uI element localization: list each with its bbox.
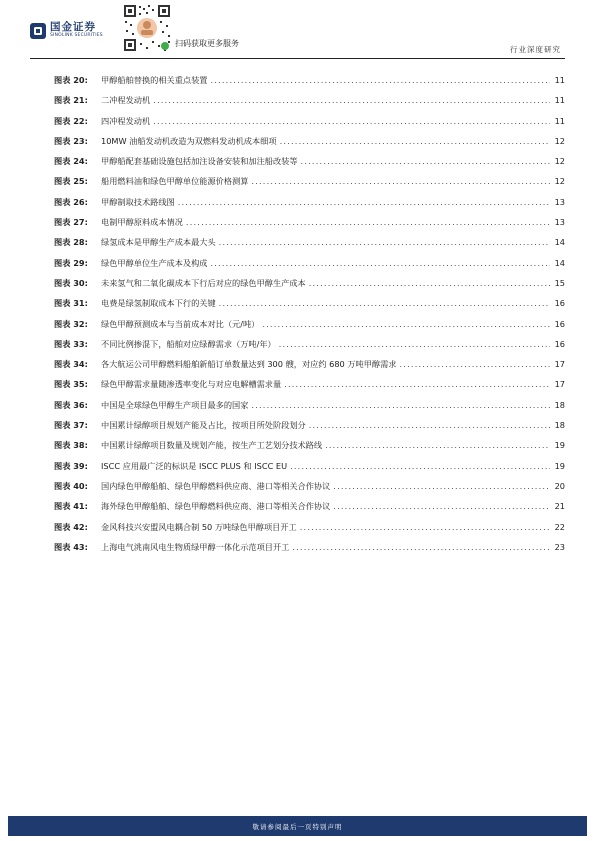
dot-leader	[284, 379, 550, 389]
page-number: 18	[554, 399, 565, 410]
dot-leader	[325, 440, 550, 450]
toc-entry[interactable]	[54, 319, 565, 339]
page-number: 21	[554, 501, 565, 512]
toc-entry[interactable]	[54, 298, 565, 318]
figure-number: 图表 20:	[54, 75, 88, 85]
page-number: 13	[554, 217, 565, 228]
page-number: 23	[554, 541, 565, 552]
report-category: 行业深度研究	[510, 45, 561, 54]
figure-number: 图表 33:	[54, 338, 88, 349]
page-number: 14	[554, 237, 565, 248]
page-number: 12	[554, 135, 565, 146]
dot-leader	[262, 319, 550, 329]
figure-number: 图表 41:	[54, 501, 88, 512]
figure-title: 甲醇船配套基础设施包括加注设备安装和加注船改装等	[101, 156, 298, 167]
figure-title: 二冲程发动机	[101, 95, 151, 106]
figure-number: 图表 24:	[54, 156, 88, 167]
toc-entry[interactable]	[54, 278, 565, 298]
page-number: 22	[554, 521, 565, 532]
figure-number: 图表 42:	[54, 521, 88, 532]
toc-entry[interactable]	[54, 501, 565, 521]
dot-leader	[279, 339, 550, 349]
figure-number: 图表 22:	[54, 115, 88, 126]
dot-leader	[153, 116, 550, 126]
page-number: 16	[554, 318, 565, 329]
figure-title: 电制甲醇原料成本情况	[101, 217, 183, 228]
toc-entry[interactable]	[54, 379, 565, 399]
toc-entry[interactable]	[54, 237, 565, 257]
figure-title: 甲醇制取技术路线图	[101, 196, 175, 207]
figure-title: 四冲程发动机	[101, 115, 151, 126]
toc-entry[interactable]	[54, 461, 565, 481]
toc-entry[interactable]	[54, 522, 565, 542]
figure-number: 图表 43:	[54, 541, 88, 552]
figure-number: 图表 26:	[54, 196, 88, 207]
toc-entry[interactable]	[54, 197, 565, 217]
page-number: 16	[554, 338, 565, 349]
figure-number: 图表 38:	[54, 440, 88, 451]
figure-number: 图表 36:	[54, 399, 88, 410]
page-number: 19	[554, 440, 565, 451]
dot-leader	[292, 542, 550, 552]
figure-title: 未来氢气和二氧化碳成本下行后对应的绿色甲醇生产成本	[101, 277, 306, 288]
page-number: 19	[554, 460, 565, 471]
figure-list	[54, 75, 565, 562]
page-number: 12	[554, 156, 565, 167]
figure-number: 图表 30:	[54, 277, 88, 288]
dot-leader	[301, 156, 550, 166]
dot-leader	[178, 197, 550, 207]
figure-number: 图表 31:	[54, 298, 88, 309]
brand-logo	[30, 22, 103, 39]
figure-number: 图表 39:	[54, 460, 88, 471]
scan-for-more-services: 扫码获取更多服务	[175, 39, 239, 48]
figure-title: 甲醇船舶替换的相关重点装置	[101, 75, 208, 85]
figure-number: 图表 23:	[54, 135, 88, 146]
figure-title: 绿色甲醇单位生产成本及构成	[101, 257, 208, 268]
toc-entry[interactable]	[54, 95, 565, 115]
dot-leader	[153, 95, 550, 105]
qr-code-icon	[122, 3, 172, 53]
header-divider	[30, 58, 565, 59]
dot-leader	[219, 298, 550, 308]
figure-number: 图表 37:	[54, 420, 88, 431]
figure-title: 中国累计绿醇项目数量及规划产能，按生产工艺划分技术路线	[101, 440, 323, 451]
disclaimer-notice: 敬请参阅最后一页特别声明	[252, 823, 343, 831]
dot-leader	[333, 501, 550, 511]
figure-title: 中国是全球绿色甲醇生产项目最多的国家	[101, 399, 249, 410]
page-number: 20	[554, 480, 565, 491]
figure-number: 图表 28:	[54, 237, 88, 248]
brand-name-cn: 国金证券	[50, 21, 96, 33]
figure-number: 图表 40:	[54, 480, 88, 491]
toc-entry[interactable]	[54, 339, 565, 359]
toc-entry[interactable]	[54, 136, 565, 156]
toc-entry[interactable]	[54, 116, 565, 136]
toc-entry[interactable]	[54, 359, 565, 379]
footer-bar	[8, 816, 587, 836]
figure-number: 图表 29:	[54, 257, 88, 268]
figure-title: 绿色甲醇需求量随渗透率变化与对应电解槽需求量	[101, 379, 282, 390]
figure-number: 图表 34:	[54, 359, 88, 370]
figure-number: 图表 32:	[54, 318, 88, 329]
toc-entry[interactable]	[54, 176, 565, 196]
dot-leader	[309, 278, 550, 288]
dot-leader	[280, 136, 550, 146]
toc-entry[interactable]	[54, 75, 565, 95]
page-number: 13	[554, 196, 565, 207]
figure-number: 图表 27:	[54, 217, 88, 228]
toc-entry[interactable]	[54, 156, 565, 176]
brand-name-en: SINOLINK SECURITIES	[50, 33, 103, 38]
dot-leader	[210, 75, 550, 85]
toc-entry[interactable]	[54, 258, 565, 278]
figure-title: 上海电气洮南风电生物质绿甲醇一体化示范项目开工	[101, 541, 290, 552]
toc-entry[interactable]	[54, 481, 565, 501]
page-number: 17	[554, 379, 565, 390]
figure-number: 图表 25:	[54, 176, 88, 187]
figure-title: 船用燃料油和绿色甲醇单位能源价格测算	[101, 176, 249, 187]
page-number: 15	[554, 277, 565, 288]
toc-entry[interactable]	[54, 542, 565, 562]
figure-title: ISCC 应用最广泛的标识是 ISCC PLUS 和 ISCC EU	[101, 460, 288, 471]
figure-title: 金风科技兴安盟风电耦合制 50 万吨绿色甲醇项目开工	[101, 521, 297, 532]
figure-title: 10MW 油船发动机改造为双燃料发动机成本细项	[101, 135, 277, 146]
dot-leader	[399, 359, 550, 369]
dot-leader	[186, 217, 550, 227]
figure-title: 中国累计绿醇项目规划产能及占比，按项目所处阶段划分	[101, 420, 306, 431]
page-header	[0, 0, 595, 62]
page-number: 17	[554, 359, 565, 370]
figure-title: 绿氢成本是甲醇生产成本最大头	[101, 237, 216, 248]
page-number: 16	[554, 298, 565, 309]
figure-number: 图表 35:	[54, 379, 88, 390]
page-number: 11	[554, 75, 565, 85]
figure-title: 电费是绿氢制取成本下行的关键	[101, 298, 216, 309]
figure-title: 国内绿色甲醇船舶、绿色甲醇燃料供应商、港口等相关合作协议	[101, 480, 331, 491]
page-number: 11	[554, 95, 565, 106]
figure-number: 图表 21:	[54, 95, 88, 106]
figure-title: 各大航运公司甲醇燃料船舶新船订单数量达到 300 艘，对应约 680 万吨甲醇需求	[101, 359, 397, 370]
page-number: 11	[554, 115, 565, 126]
sinolink-logo-icon	[30, 23, 46, 39]
toc-entry[interactable]	[54, 217, 565, 237]
dot-leader	[251, 176, 550, 186]
dot-leader	[219, 237, 550, 247]
page-number: 14	[554, 257, 565, 268]
figure-title: 不同比例掺混下，船舶对应绿醇需求（万吨/年）	[101, 338, 276, 349]
dot-leader	[309, 420, 550, 430]
dot-leader	[251, 400, 550, 410]
figure-title: 海外绿色甲醇船舶、绿色甲醇燃料供应商、港口等相关合作协议	[101, 501, 331, 512]
toc-entry[interactable]	[54, 400, 565, 420]
figure-title: 绿色甲醇预测成本与当前成本对比（元/吨）	[101, 318, 260, 329]
page-number: 18	[554, 420, 565, 431]
dot-leader	[333, 481, 550, 491]
dot-leader	[210, 258, 550, 268]
dot-leader	[300, 522, 550, 532]
toc-entry[interactable]	[54, 440, 565, 460]
page-number: 12	[554, 176, 565, 187]
dot-leader	[290, 461, 550, 471]
toc-entry[interactable]	[54, 420, 565, 440]
